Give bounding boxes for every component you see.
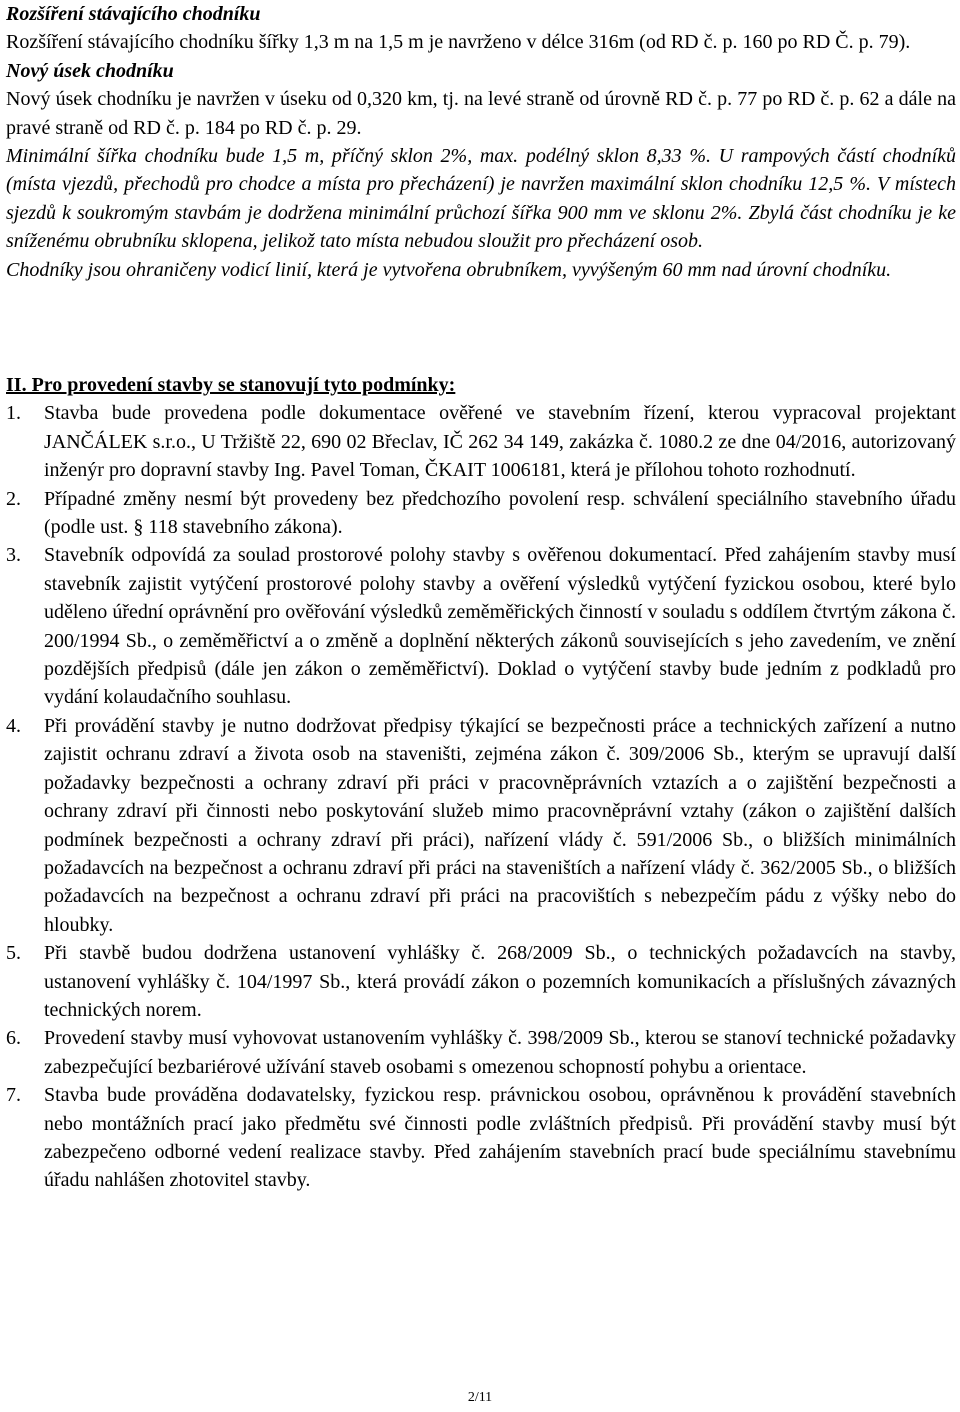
condition-number: 2.	[6, 487, 21, 510]
condition-item	[6, 939, 956, 1024]
condition-number: 4.	[6, 714, 21, 737]
condition-number: 5.	[6, 942, 21, 965]
condition-item	[6, 541, 956, 711]
condition-number: 7.	[6, 1084, 21, 1107]
condition-text: Stavba bude provedena podle dokumentace ověřené ve stavebním řízení, kterou vypracoval projektant JANČÁLEK s.r.o., U Tržiště 22, 690 02 Břeclav, IČ 262 34 149, zakázka č. 1080.2 ze dne 04/2016, autorizovaný inženýr pro dopravní stavby Ing. Pavel Toman, ČKAIT 1006181, která je přílohou tohoto rozhodnutí.	[44, 402, 956, 482]
page-number: 2/11	[467, 1390, 493, 1405]
conditions-section	[6, 371, 956, 1195]
condition-text: Provedení stavby musí vyhovovat ustanovením vyhlášky č. 398/2009 Sb., kterou se stanoví technické požadavky zabezpečující bezbariérové užívání staveb osobami s omezenou schopností pohybu a orientace.	[44, 1027, 956, 1078]
paragraph-guide-line: Chodníky jsou ohraničeny vodicí linií, která je vytvořena obrubníkem, vyvýšeným 60 mm nad úrovní chodníku.	[6, 258, 892, 281]
condition-text: Při stavbě budou dodržena ustanovení vyhlášky č. 268/2009 Sb., o technických požadavcích na stavby, ustanovení vyhlášky č. 104/1997 Sb., která provádí zákon o pozemních komunikacích a příslušných závazných technických norem.	[44, 942, 956, 1021]
condition-item	[6, 485, 956, 542]
section-heading-widening: Rozšíření stávajícího chodníku	[6, 3, 261, 25]
condition-item	[6, 1081, 956, 1195]
condition-item	[6, 399, 956, 484]
condition-item	[6, 712, 956, 939]
section-heading-new-section: Nový úsek chodníku	[6, 59, 174, 82]
condition-text: Stavebník odpovídá za soulad prostorové polohy stavby s ověřenou dokumentací. Před zahájením stavby musí stavebník zajistit vytýčení prostorové polohy stavby a ověření výsledků vytýčení fyzickou osobou, které bylo uděleno úřední oprávnění pro ověřování výsledků zeměměřických činností v souladu s oddílem čtvrtým zákona č. 200/1994 Sb., o zeměměřictví a o změně a doplnění některých zákonů souvisejících s jeho zavedením, ve znění pozdějších předpisů (dále jen zákon o zeměměřictví). Doklad o vytýčení stavby bude jedním z podkladů pro vydání kolaudačního souhlasu.	[44, 544, 956, 709]
condition-text: Stavba bude prováděna dodavatelsky, fyzickou resp. právnickou osobou, oprávněnou k provádění stavebních nebo montážních prací jako předmětu své činnosti podle zvláštních předpisů. Při provádění stavby musí být zabezpečeno odborné vedení realizace stavby. Před zahájením stavebních prací bude speciálnímu stavebnímu úřadu nahlášen zhotovitel stavby.	[44, 1084, 956, 1192]
condition-text: Případné změny nesmí být provedeny bez předchozího povolení resp. schválení speciálního stavebního úřadu (podle ust. § 118 stavebního zákona).	[44, 487, 956, 539]
condition-item	[6, 1024, 956, 1081]
sidewalk-description	[6, 0, 956, 284]
condition-number: 1.	[6, 402, 21, 425]
paragraph-parameters: Minimální šířka chodníku bude 1,5 m, příčný sklon 2%, max. podélný sklon 8,33 %. U rampových částí chodníků (místa vjezdů, přechodů pro chodce a místa pro přecházení) je navržen maximální sklon chodníku 12,5 %. V místech sjezdů k soukromým stavbám je dodržena minimální průchozí šířka 900 mm ve sklonu 2%. Zbylá část chodníku je ke sníženému obrubníku sklopena, jelikož tato místa nebudou sloužit pro přecházení osob.	[6, 145, 956, 253]
condition-number: 3.	[6, 544, 21, 567]
paragraph-widening: Rozšíření stávajícího chodníku šířky 1,3 m na 1,5 m je navrženo v délce 316m (od RD č. p. 160 po RD Č. p. 79).	[6, 31, 911, 54]
condition-text: Při provádění stavby je nutno dodržovat předpisy týkající se bezpečnosti práce a technických zařízení a nutno zajistit ochranu zdraví a života osob na staveništi, zejména zákon č. 309/2006 Sb., kterým se upravují další požadavky bezpečnosti a ochrany zdraví při práci v pracovněprávních vztazích a o zajištění bezpečnosti a ochrany zdraví při činnosti nebo poskytování služeb mimo pracovněprávní vztahy (zákon o zajištění dalších podmínek bezpečnosti a ochrany zdraví při práci), nařízení vlády č. 591/2006 Sb., o bližších minimálních požadavcích na bezpečnost a ochranu zdraví při práci na staveništích a nařízení vlády č. 362/2005 Sb., o bližších požadavcích na bezpečnost a ochranu zdraví při práci na pracovištích s nebezpečím pádu z výšky nebo do hloubky.	[44, 714, 956, 936]
condition-number: 6.	[6, 1027, 21, 1050]
paragraph-new-section: Nový úsek chodníku je navržen v úseku od 0,320 km, tj. na levé straně od úrovně RD č. p. 77 po RD č. p. 62 a dále na pravé straně od RD č. p. 184 po RD č. p. 29.	[6, 88, 956, 139]
conditions-heading: II. Pro provedení stavby se stanovují tyto podmínky:	[6, 374, 456, 396]
conditions-list	[6, 399, 956, 1194]
